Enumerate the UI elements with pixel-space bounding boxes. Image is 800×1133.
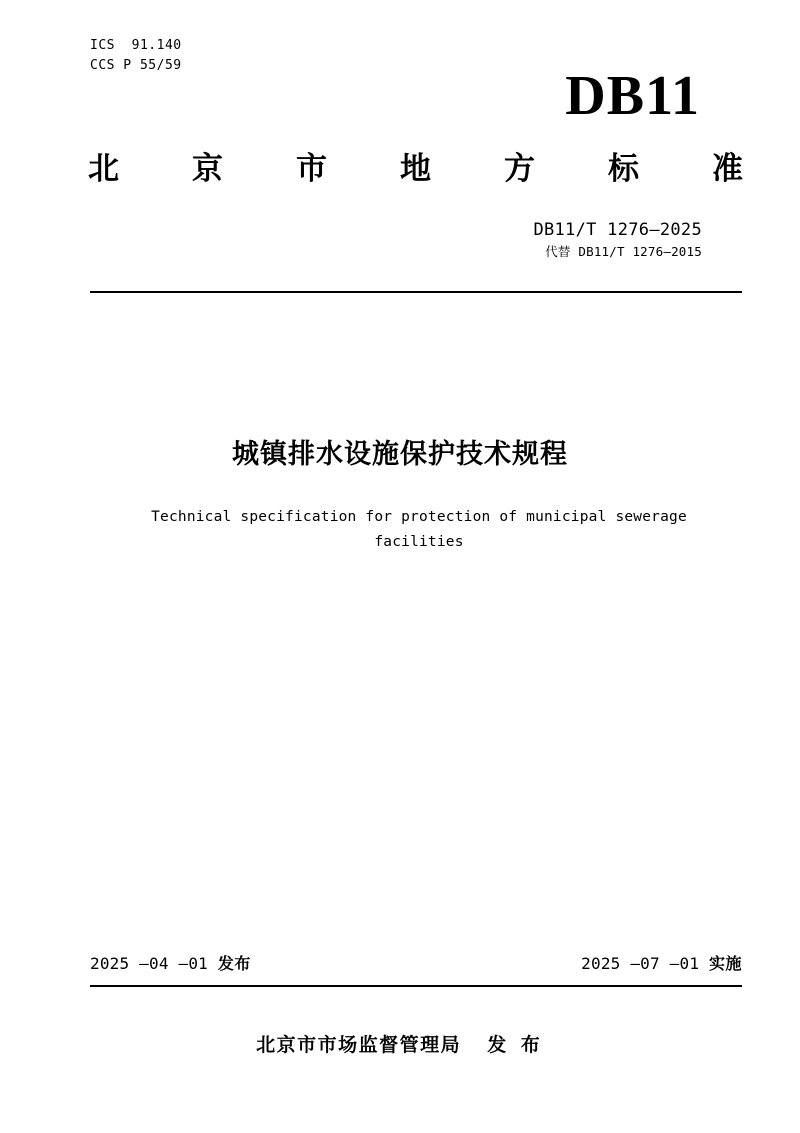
publisher-line — [0, 1030, 800, 1057]
issue-date-value: 2025 —04 —01 — [90, 954, 218, 973]
standard-number: DB11/T 1276—2025 — [533, 220, 702, 240]
title-char-5: 标 — [608, 151, 639, 187]
standard-number-block — [533, 218, 702, 262]
title-char-0: 北 — [88, 151, 119, 187]
replaces-line — [533, 242, 702, 262]
db11-mark: DB11 — [565, 65, 700, 127]
ics-code: ICS 91.140 — [90, 38, 182, 53]
standard-title-cn — [88, 148, 743, 190]
publish-label: 发 布 — [487, 1034, 544, 1056]
title-char-4: 方 — [504, 151, 535, 187]
title-char-3: 地 — [400, 151, 431, 187]
title-char-1: 京 — [192, 151, 223, 187]
top-divider — [90, 291, 742, 293]
document-title-en: Technical specification for protection of municipal sewerage facilities — [151, 509, 687, 550]
effective-date-label: 实施 — [708, 954, 742, 973]
issue-date — [90, 951, 251, 974]
replaces-number: DB11/T 1276—2015 — [578, 244, 702, 259]
ccs-code: CCS P 55/59 — [90, 58, 182, 73]
effective-date-value: 2025 —07 —01 — [581, 954, 709, 973]
title-char-6: 准 — [712, 151, 743, 187]
effective-date — [581, 951, 742, 974]
replaces-label: 代替 — [545, 244, 571, 259]
issue-date-label: 发布 — [217, 954, 251, 973]
title-char-2: 市 — [296, 151, 327, 187]
document-title-cn: 城镇排水设施保护技术规程 — [232, 439, 568, 470]
classification-codes — [90, 36, 182, 76]
publisher-name: 北京市市场监督管理局 — [256, 1034, 462, 1056]
dates-row — [90, 951, 742, 974]
bottom-divider — [90, 985, 742, 987]
